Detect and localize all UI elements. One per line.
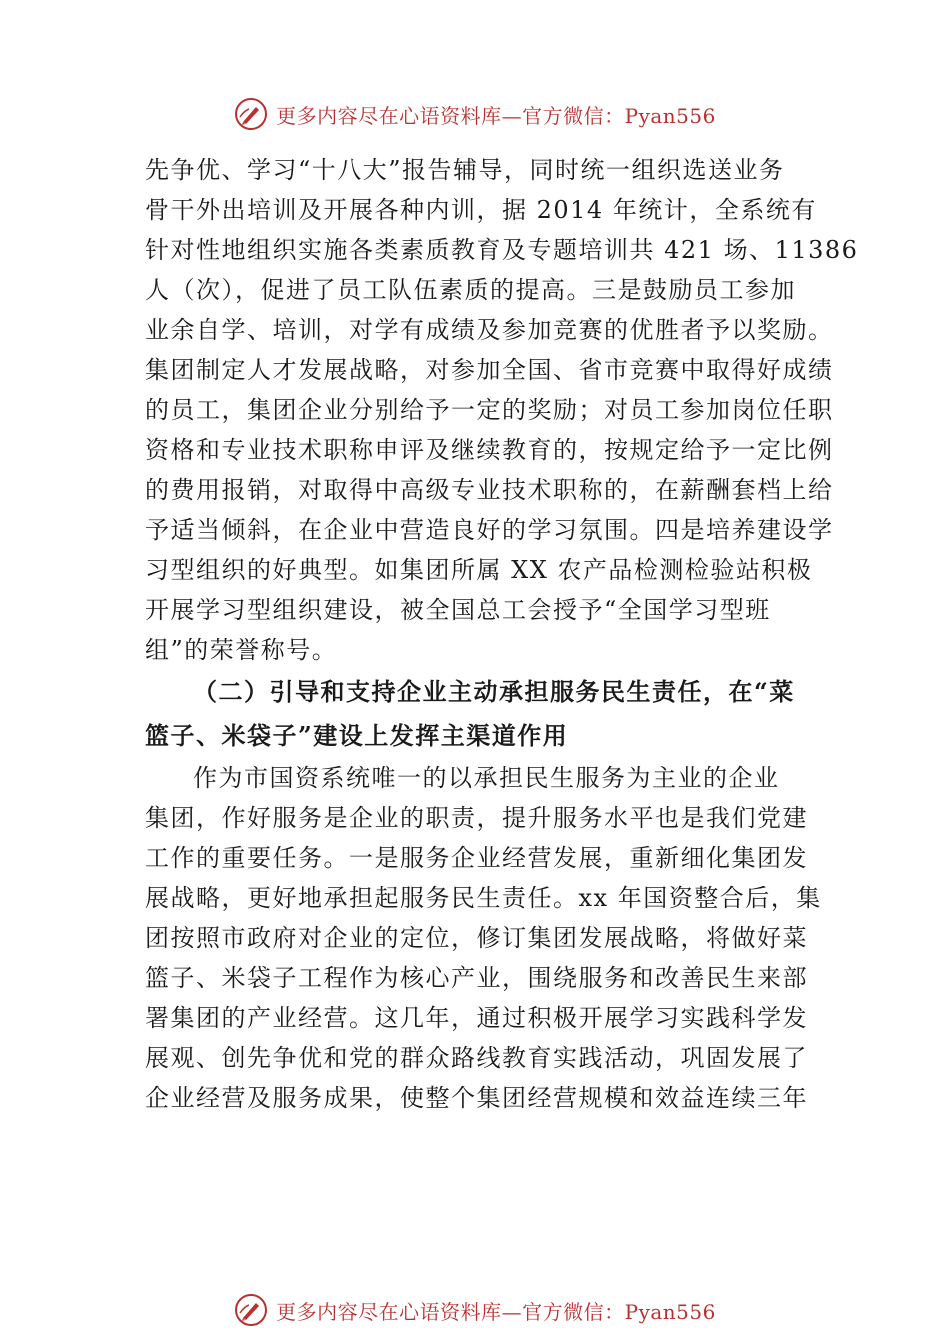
- footer-banner-text: 更多内容尽在心语资料库—官方微信：Pyan556: [276, 1299, 716, 1324]
- pen-logo-icon: [234, 97, 268, 131]
- text-line: 作为市国资系统唯一的以承担民生服务为主业的企业: [193, 764, 780, 792]
- text-line: 署集团的产业经营。这几年，通过积极开展学习实践科学发: [145, 1004, 808, 1032]
- text-line: 骨干外出培训及开展各种内训，据 2014 年统计，全系统有: [145, 196, 817, 224]
- text-line: 业余自学、培训，对学有成绩及参加竞赛的优胜者予以奖励。: [145, 316, 834, 344]
- text-line: 团按照市政府对企业的定位，修订集团发展战略，将做好菜: [145, 924, 808, 952]
- text-line: 组”的荣誉称号。: [145, 636, 338, 664]
- footer-banner: [0, 1288, 950, 1332]
- text-line: 工作的重要任务。一是服务企业经营发展，重新细化集团发: [145, 844, 808, 872]
- text-line: 的员工，集团企业分别给予一定的奖励；对员工参加岗位任职: [145, 396, 834, 424]
- text-line: 予适当倾斜，在企业中营造良好的学习氛围。四是培养建设学: [145, 516, 834, 544]
- heading-line: （二）引导和支持企业主动承担服务民生责任，在“菜: [193, 677, 795, 706]
- paragraph-2: [145, 758, 822, 1118]
- text-line: 企业经营及服务成果，使整个集团经营规模和效益连续三年: [145, 1084, 808, 1112]
- text-line: 先争优、学习“十八大”报告辅导，同时统一组织选送业务: [145, 156, 785, 184]
- text-line: 篮子、米袋子工程作为核心产业，围绕服务和改善民生来部: [145, 964, 808, 992]
- section-heading: [145, 670, 815, 758]
- text-line: 展战略，更好地承担起服务民生责任。xx 年国资整合后，集: [145, 884, 822, 912]
- text-line: 集团，作好服务是企业的职责，提升服务水平也是我们党建: [145, 804, 808, 832]
- text-line: 资格和专业技术职称申评及继续教育的，按规定给予一定比例: [145, 436, 834, 464]
- pen-logo-icon: [234, 1293, 268, 1327]
- text-line: 的费用报销，对取得中高级专业技术职称的，在薪酬套档上给: [145, 476, 834, 504]
- text-line: 集团制定人才发展战略，对参加全国、省市竞赛中取得好成绩: [145, 356, 834, 384]
- text-line: 开展学习型组织建设，被全国总工会授予“全国学习型班: [145, 596, 771, 624]
- header-banner-content: [234, 97, 716, 131]
- text-line: 针对性地组织实施各类素质教育及专题培训共 421 场、11386: [145, 236, 859, 264]
- footer-banner-content: [234, 1293, 716, 1327]
- heading-line: 篮子、米袋子”建设上发挥主渠道作用: [145, 721, 569, 750]
- document-body: [145, 150, 859, 1118]
- text-line: 展观、创先争优和党的群众路线教育实践活动，巩固发展了: [145, 1044, 808, 1072]
- paragraph-1: [145, 150, 859, 670]
- header-banner: [0, 92, 950, 136]
- header-banner-text: 更多内容尽在心语资料库—官方微信：Pyan556: [276, 103, 716, 128]
- text-line: 习型组织的好典型。如集团所属 XX 农产品检测检验站积极: [145, 556, 813, 584]
- text-line: 人（次），促进了员工队伍素质的提高。三是鼓励员工参加: [145, 276, 796, 304]
